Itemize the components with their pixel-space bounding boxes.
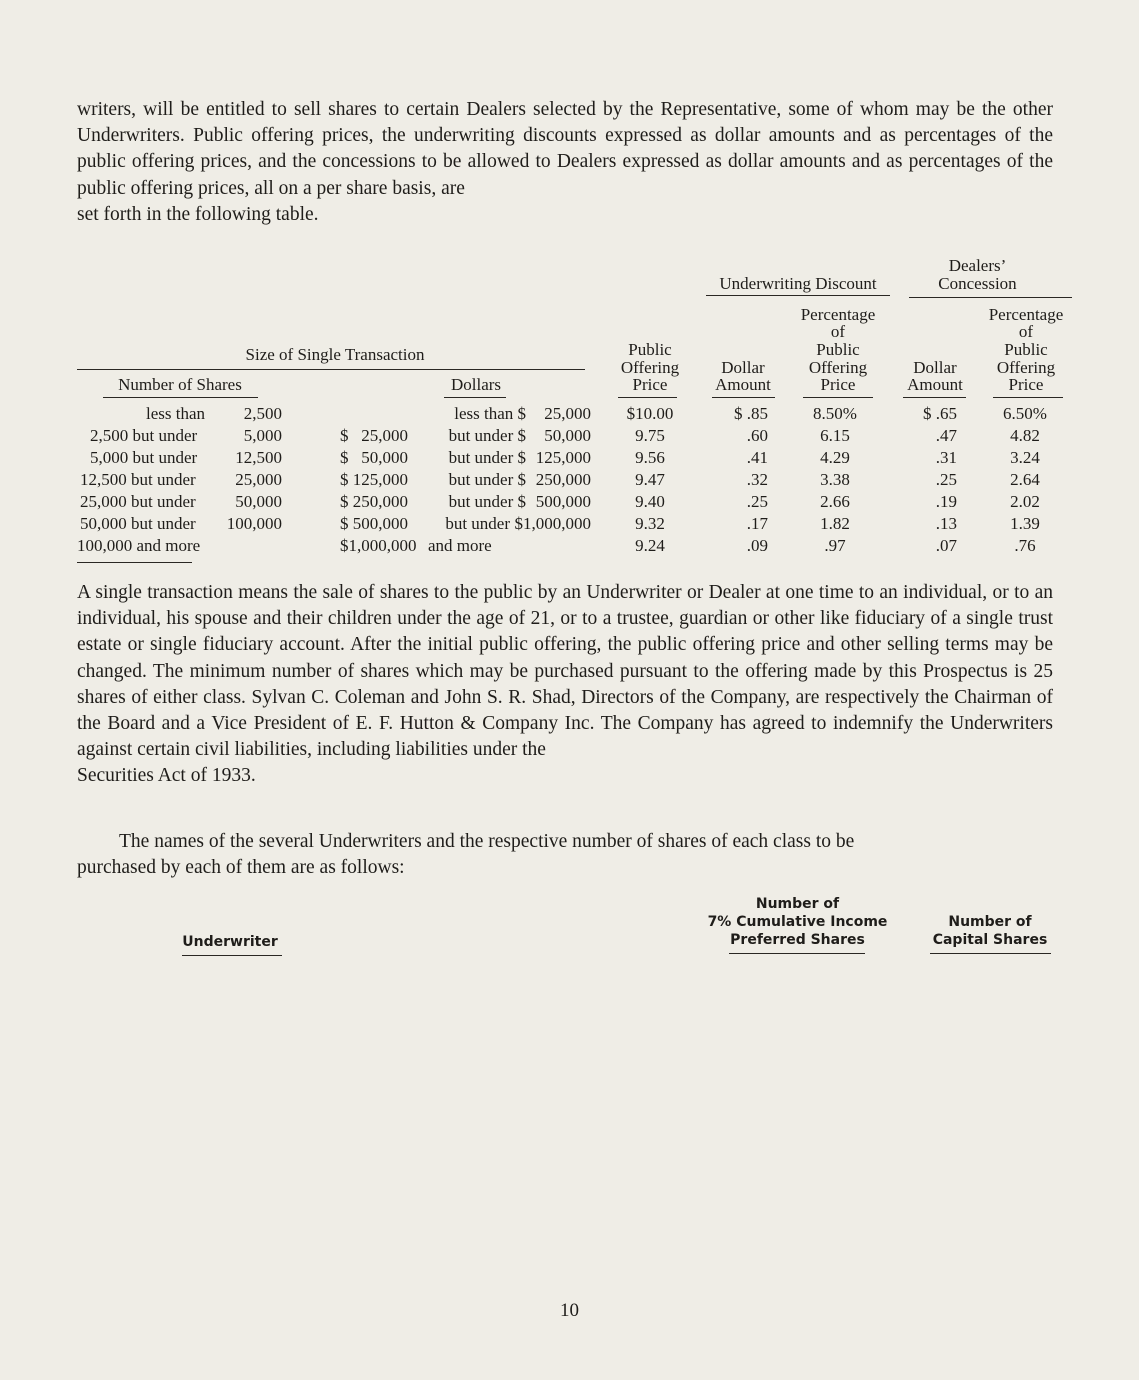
row-5-shares-a: 25,000 but under [80, 492, 196, 511]
row-3-shares-a: 5,000 but under [90, 448, 198, 467]
preferred-shares-header-1: Number of [755, 896, 840, 912]
row-4-uw-dollar: .32 [746, 470, 768, 489]
capital-shares-header-2: Capital Shares [932, 932, 1048, 948]
single-transaction-text-last: Securities Act of 1933. [77, 765, 256, 787]
row-5-price: 9.40 [635, 492, 665, 511]
row-1-uw-pct: 8.50% [813, 404, 857, 423]
row-1-shares-b: 2,500 [243, 404, 282, 423]
row-4-dollars-a: $ 125,000 [340, 470, 408, 489]
row-4-dc-dollar: .25 [935, 470, 957, 489]
row-6-dc-dollar: .13 [935, 514, 957, 533]
dealers-concession-rule [909, 297, 1072, 298]
size-of-single-transaction-header: Size of Single Transaction [245, 345, 425, 364]
underwriters-intro-text-last: purchased by each of them are as follows: [77, 857, 405, 879]
uw-percentage-header-3: Public [816, 340, 860, 359]
row-3-dollars-b: but under $ [448, 448, 526, 467]
row-2-shares-a: 2,500 but under [90, 426, 198, 445]
dealers-concession-header-2: Concession [938, 274, 1017, 293]
row-6-shares-a: 50,000 but under [80, 514, 196, 533]
row-3-dollars-a: $ 50,000 [340, 448, 408, 467]
row-5-dollars-b: but under $ [448, 492, 526, 511]
dc-percentage-header-3: Public [1004, 340, 1048, 359]
row-4-dollars-c: 250,000 [535, 470, 591, 489]
row-3-dc-dollar: .31 [935, 448, 957, 467]
dc-percentage-header-5: Price [1008, 375, 1044, 394]
row-6-dc-pct: 1.39 [1010, 514, 1040, 533]
row-2-dollars-b: but under $ [448, 426, 526, 445]
underwriter-column-header: Underwriter [182, 934, 278, 950]
row-7-dc-pct: .76 [1014, 536, 1036, 555]
dollars-header-rule [444, 397, 506, 398]
preferred-shares-header-3: Preferred Shares [730, 932, 865, 948]
uw-percentage-header-4: Offering [808, 358, 868, 377]
row-1-price: $10.00 [626, 404, 674, 423]
row-3-price: 9.56 [635, 448, 665, 467]
dollars-header: Dollars [450, 375, 502, 394]
capital-header-rule [930, 953, 1051, 954]
row-6-uw-pct: 1.82 [820, 514, 850, 533]
row-5-uw-dollar: .25 [746, 492, 768, 511]
preferred-shares-header-2: 7% Cumulative Income [707, 914, 888, 930]
row-6-shares-b: 100,000 [226, 514, 282, 533]
row-2-dollars-c: 50,000 [544, 426, 591, 445]
dc-dollar-amount-header-1: Dollar [913, 358, 957, 377]
page-number: 10 [560, 1300, 579, 1321]
row-3-dollars-c: 125,000 [535, 448, 591, 467]
row-7-price: 9.24 [635, 536, 665, 555]
underwriters-intro-paragraph [77, 829, 1053, 881]
row-2-dollars-a: $ 25,000 [340, 426, 408, 445]
row-5-dollars-c: 500,000 [535, 492, 591, 511]
row-3-uw-dollar: .41 [746, 448, 768, 467]
uw-dollar-amount-header-2: Amount [715, 375, 771, 394]
uw-pct-header-rule [803, 397, 873, 398]
row-3-dc-pct: 3.24 [1010, 448, 1040, 467]
row-4-price: 9.47 [635, 470, 665, 489]
row-3-shares-b: 12,500 [235, 448, 282, 467]
intro-text-last: set forth in the following table. [77, 203, 319, 225]
row-7-dollars-a: $1,000,000 [340, 536, 417, 555]
single-transaction-text: A single transaction means the sale of shares to the public by an Underwriter or Dealer at one time to an individual, or to an individual, his spouse and their children under the age of 21, or to a trustee, guardian or other like fiduciary of a single trust estate or single fiduciary account. After the initial public offering, the public offering price and other selling terms may be changed. The minimum number of shares which may be purchased pursuant to the offering made by this Prospectus is 25 shares of either class. Sylvan C. Coleman and John S. R. Shad, Directors of the Company, are respectively the Chairman of the Board and a Vice President of E. F. Hutton & Company Inc. The Company has agreed to indemnify the Underwriters against certain civil liabilities, including liabilities under the [77, 582, 1053, 761]
dc-dollar-amount-header-2: Amount [907, 375, 963, 394]
row-2-dc-pct: 4.82 [1010, 426, 1040, 445]
dealers-concession-header-1: Dealers’ [948, 256, 1007, 275]
underwriters-intro-text: The names of the several Underwriters and the respective number of shares of each class to be [119, 831, 855, 852]
uw-dollar-header-rule [712, 397, 775, 398]
row-4-uw-pct: 3.38 [820, 470, 850, 489]
row-4-shares-b: 25,000 [235, 470, 282, 489]
dc-dollar-header-rule [903, 397, 966, 398]
row-2-shares-b: 5,000 [243, 426, 282, 445]
row-4-dc-pct: 2.64 [1010, 470, 1040, 489]
preferred-header-rule [729, 953, 865, 954]
public-offering-price-header-3: Price [632, 375, 668, 394]
intro-paragraph [77, 97, 1053, 228]
row-1-shares-a: less than [146, 404, 206, 423]
row-6-dollars-a: $ 500,000 [340, 514, 408, 533]
row-6-dollars-c: $1,000,000 [514, 514, 591, 533]
row-2-uw-dollar: .60 [746, 426, 768, 445]
row-5-dollars-a: $ 250,000 [340, 492, 408, 511]
row-1-dc-dollar: $ .65 [923, 404, 957, 423]
dc-pct-header-rule [993, 397, 1063, 398]
row-7-dollars-b: and more [428, 536, 492, 555]
row-7-uw-pct: .97 [824, 536, 846, 555]
row-7-uw-dollar: .09 [746, 536, 768, 555]
row-7-shares-a: 100,000 and more [77, 536, 201, 555]
uw-percentage-header-1: Percentage [800, 305, 876, 324]
table-end-rule [77, 562, 192, 563]
row-5-uw-pct: 2.66 [820, 492, 850, 511]
row-2-uw-pct: 6.15 [820, 426, 850, 445]
underwriting-discount-rule [706, 295, 890, 296]
row-2-dc-dollar: .47 [935, 426, 957, 445]
row-7-dc-dollar: .07 [935, 536, 957, 555]
underwriter-header-rule [182, 955, 282, 956]
shares-header-rule [103, 397, 258, 398]
capital-shares-header-1: Number of [948, 914, 1032, 930]
public-offering-price-header-1: Public [628, 340, 672, 359]
public-offering-price-header-2: Offering [620, 358, 680, 377]
uw-percentage-header-2: of [830, 322, 846, 341]
row-1-dollars-c: 25,000 [544, 404, 591, 423]
dc-percentage-header-4: Offering [996, 358, 1056, 377]
row-3-uw-pct: 4.29 [820, 448, 850, 467]
price-header-rule [618, 397, 677, 398]
uw-dollar-amount-header-1: Dollar [721, 358, 765, 377]
row-6-uw-dollar: .17 [746, 514, 768, 533]
row-5-shares-b: 50,000 [235, 492, 282, 511]
intro-text: writers, will be entitled to sell shares to certain Dealers selected by the Representative, some of whom may be the other Underwriters. Public offering prices, the underwriting discounts expressed as dollar amounts and as percentages of the public offering prices, and the concessions to be allowed to Dealers expressed as dollar amounts and as percentages of the public offering prices, all on a per share basis, are [77, 99, 1053, 199]
uw-percentage-header-5: Price [820, 375, 856, 394]
dc-percentage-header-2: of [1018, 322, 1034, 341]
size-header-rule [77, 369, 585, 370]
number-of-shares-header: Number of Shares [118, 375, 242, 394]
row-6-dollars-b: but under [445, 514, 510, 533]
row-4-shares-a: 12,500 but under [80, 470, 196, 489]
row-5-dc-pct: 2.02 [1010, 492, 1040, 511]
single-transaction-paragraph [77, 580, 1053, 790]
row-1-dollars-b: less than $ [454, 404, 526, 423]
row-1-uw-dollar: $ .85 [734, 404, 768, 423]
underwriting-discount-header: Underwriting Discount [719, 274, 877, 293]
row-4-dollars-b: but under $ [448, 470, 526, 489]
row-6-price: 9.32 [635, 514, 665, 533]
row-2-price: 9.75 [635, 426, 665, 445]
dc-percentage-header-1: Percentage [988, 305, 1064, 324]
row-5-dc-dollar: .19 [935, 492, 957, 511]
row-1-dc-pct: 6.50% [1003, 404, 1047, 423]
